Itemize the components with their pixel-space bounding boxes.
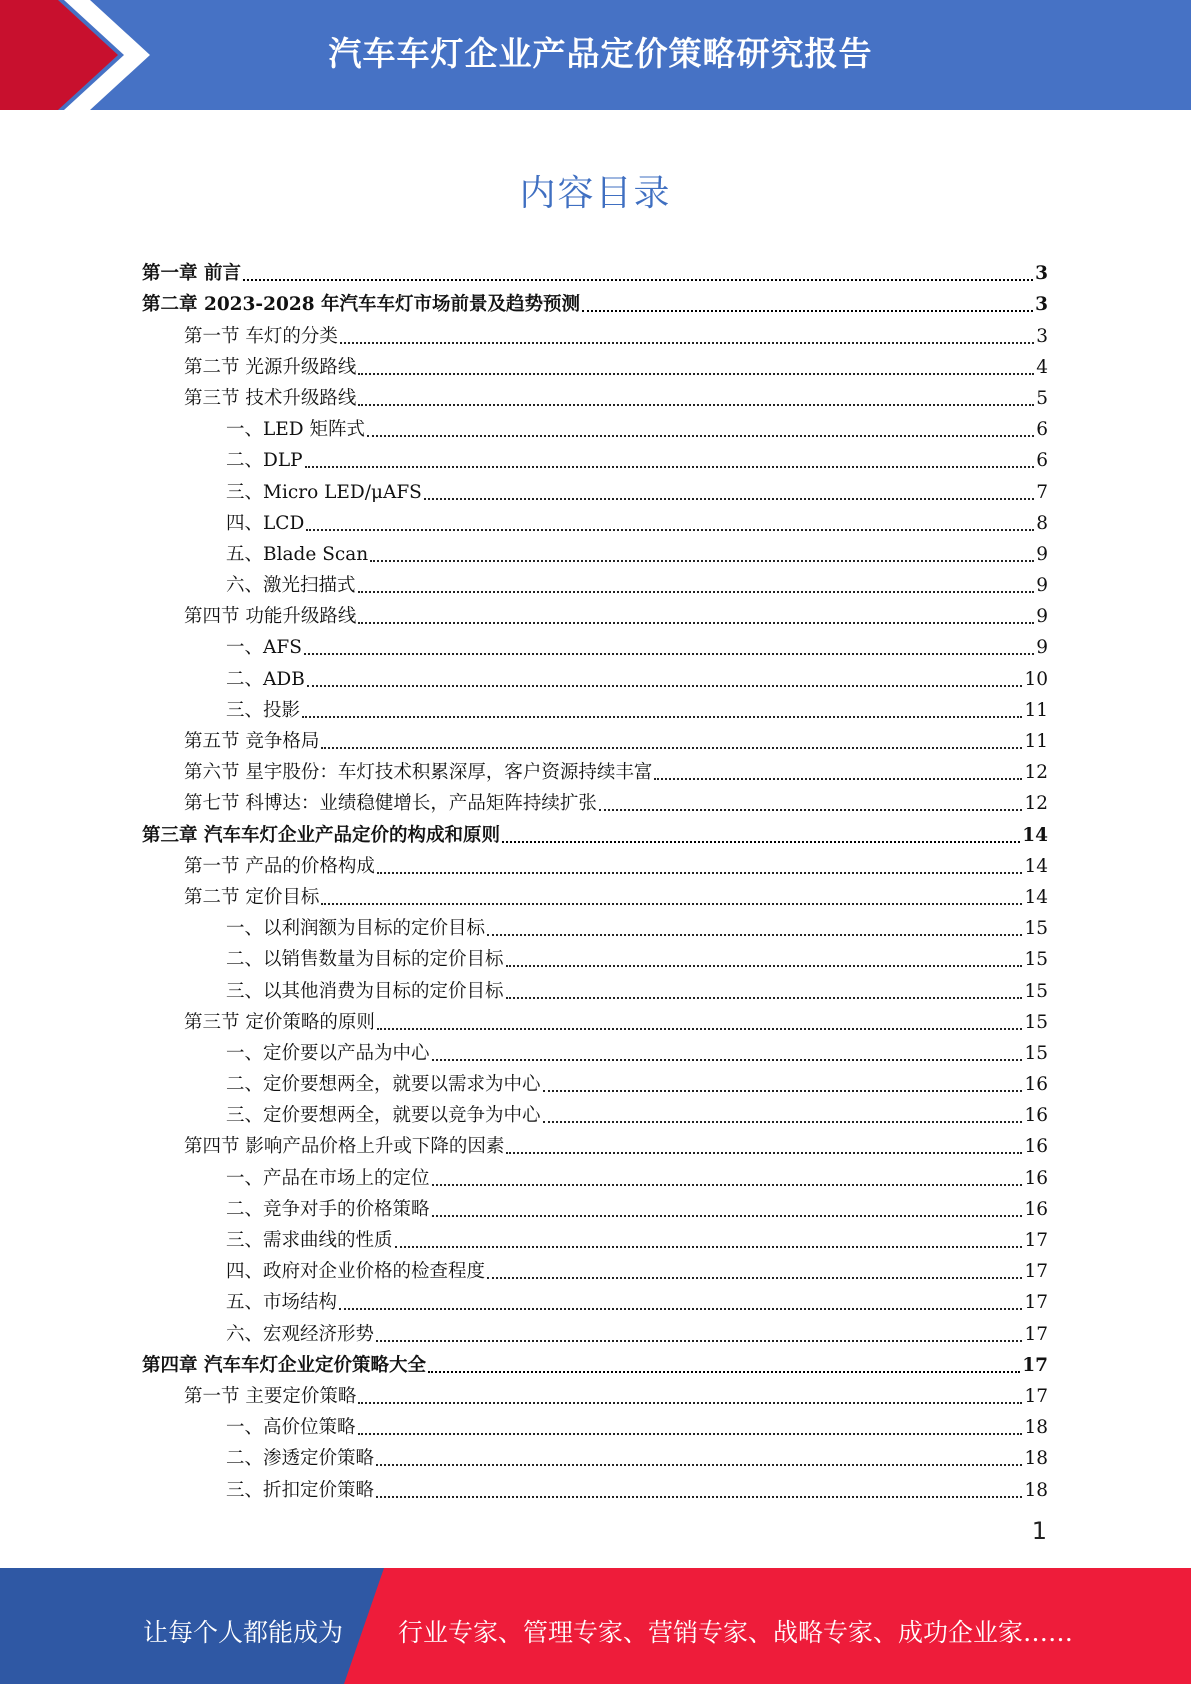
toc-entry[interactable] xyxy=(142,1158,1048,1189)
footer-slogan-right: 行业专家、管理专家、营销专家、战略专家、成功企业家…… xyxy=(398,1618,1074,1647)
toc-entry-page: 18 xyxy=(1024,1479,1048,1501)
toc-entry-label: 一、AFS xyxy=(226,637,302,659)
toc-entry[interactable] xyxy=(142,504,1048,535)
toc-entry-page: 15 xyxy=(1024,918,1048,940)
toc-entry-label: 一、LED 矩阵式 xyxy=(226,419,366,441)
toc-entry[interactable] xyxy=(142,971,1048,1002)
toc-entry-page: 6 xyxy=(1036,419,1048,441)
toc-entry-label: 第三节 定价策略的原则 xyxy=(184,1011,375,1033)
toc-entry[interactable] xyxy=(142,847,1048,878)
toc-dot-leader xyxy=(340,342,1034,344)
toc-entry-page: 15 xyxy=(1024,1011,1048,1033)
toc-entry[interactable] xyxy=(142,691,1048,722)
toc-entry[interactable] xyxy=(142,940,1048,971)
toc-entry-label: 第四章 汽车车灯企业定价策略大全 xyxy=(142,1354,426,1376)
toc-entry-page: 17 xyxy=(1024,1385,1048,1407)
toc-dot-leader xyxy=(321,747,1022,749)
toc-entry-label: 四、政府对企业价格的检查程度 xyxy=(226,1261,486,1283)
toc-entry[interactable] xyxy=(142,659,1048,690)
toc-dot-leader xyxy=(506,965,1023,967)
toc-entry-page: 15 xyxy=(1024,949,1048,971)
header-banner xyxy=(0,0,1191,110)
toc-entry-label: 四、LCD xyxy=(226,512,305,534)
toc-entry-label: 第四节 功能升级路线 xyxy=(184,606,357,628)
toc-entry-label: 一、高价位策略 xyxy=(226,1417,356,1439)
footer-banner xyxy=(0,1568,1191,1684)
toc-entry-label: 第二节 光源升级路线 xyxy=(184,356,357,378)
toc-entry-label: 六、宏观经济形势 xyxy=(226,1323,375,1345)
toc-dot-leader xyxy=(358,591,1035,593)
toc-dot-leader xyxy=(370,560,1034,562)
toc-dot-leader xyxy=(305,466,1035,468)
toc-entry-label: 第二节 定价目标 xyxy=(184,886,320,908)
toc-entry-page: 16 xyxy=(1024,1136,1048,1158)
toc-dot-leader xyxy=(358,1402,1022,1404)
toc-dot-leader xyxy=(358,404,1034,406)
toc-entry[interactable] xyxy=(142,784,1048,815)
toc-entry-page: 12 xyxy=(1024,793,1048,815)
toc-entry-page: 11 xyxy=(1024,731,1048,752)
toc-dot-leader xyxy=(506,1152,1022,1154)
toc-entry-label: 三、Micro LED/μAFS xyxy=(226,481,422,503)
toc-dot-leader xyxy=(424,498,1034,500)
toc-entry-page: 16 xyxy=(1024,1198,1048,1220)
toc-entry[interactable] xyxy=(142,441,1048,472)
toc-entry[interactable] xyxy=(142,909,1048,940)
toc-entry-page: 10 xyxy=(1024,668,1048,690)
toc-dot-leader xyxy=(243,279,1033,281)
toc-entry[interactable] xyxy=(142,1377,1048,1408)
toc-entry-label: 二、竞争对手的价格策略 xyxy=(226,1198,430,1220)
toc-entry-label: 六、激光扫描式 xyxy=(226,575,356,597)
toc-entry-page: 17 xyxy=(1024,1292,1048,1314)
toc-entry-label: 一、定价要以产品为中心 xyxy=(226,1042,430,1064)
toc-entry[interactable] xyxy=(142,878,1048,909)
toc-entry-label: 三、折扣定价策略 xyxy=(226,1479,375,1501)
toc-entry[interactable] xyxy=(142,1127,1048,1158)
toc-entry-page: 17 xyxy=(1022,1354,1048,1376)
toc-entry-page: 17 xyxy=(1024,1323,1048,1345)
toc-entry-page: 3 xyxy=(1035,294,1048,316)
toc-dot-leader xyxy=(377,872,1023,874)
toc-entry-page: 9 xyxy=(1036,575,1048,597)
toc-dot-leader xyxy=(432,1059,1023,1061)
toc-entry-label: 第七节 科博达：业绩稳健增长，产品矩阵持续扩张 xyxy=(184,793,597,815)
toc-entry[interactable] xyxy=(142,472,1048,503)
toc-entry-label: 第三节 技术升级路线 xyxy=(184,387,357,409)
toc-entry-page: 17 xyxy=(1024,1230,1048,1251)
toc-entry-page: 5 xyxy=(1036,387,1048,409)
toc-entry[interactable] xyxy=(142,1346,1048,1377)
toc-entry[interactable] xyxy=(142,1221,1048,1252)
toc-entry[interactable] xyxy=(142,566,1048,597)
toc-entry-page: 11 xyxy=(1024,699,1048,721)
toc-entry[interactable] xyxy=(142,1408,1048,1439)
toc-entry[interactable] xyxy=(142,1003,1048,1034)
toc-entry-page: 12 xyxy=(1024,762,1048,784)
toc-entry-label: 二、渗透定价策略 xyxy=(226,1448,375,1470)
toc-entry-label: 二、以销售数量为目标的定价目标 xyxy=(226,949,504,971)
toc-entry-page: 16 xyxy=(1024,1167,1048,1189)
toc-dot-leader xyxy=(358,1433,1023,1435)
toc-entry[interactable] xyxy=(142,410,1048,441)
toc-entry-label: 三、投影 xyxy=(226,699,301,721)
toc-entry[interactable] xyxy=(142,1096,1048,1127)
toc-entry[interactable] xyxy=(142,1314,1048,1345)
toc-entry-label: 第一节 主要定价策略 xyxy=(184,1385,357,1407)
toc-entry[interactable] xyxy=(142,1252,1048,1283)
toc-dot-leader xyxy=(432,1215,1023,1217)
toc-entry-label: 第一节 车灯的分类 xyxy=(184,325,338,347)
toc-entry-label: 五、Blade Scan xyxy=(226,543,369,565)
toc-dot-leader xyxy=(428,1371,1020,1373)
toc-dot-leader xyxy=(358,373,1034,375)
toc-dot-leader xyxy=(306,529,1034,531)
toc-entry-page: 7 xyxy=(1036,481,1048,503)
toc-dot-leader xyxy=(432,1184,1023,1186)
report-title: 汽车车灯企业产品定价策略研究报告 xyxy=(328,34,873,73)
toc-entry[interactable] xyxy=(142,1034,1048,1065)
page-number: 1 xyxy=(1031,1517,1047,1545)
toc-entry-page: 15 xyxy=(1024,980,1048,1002)
toc-entry-label: 第三章 汽车车灯企业产品定价的构成和原则 xyxy=(142,824,500,846)
toc-dot-leader xyxy=(599,809,1023,811)
toc-entry-page: 9 xyxy=(1036,606,1048,628)
table-of-contents xyxy=(142,254,1048,1502)
toc-entry[interactable] xyxy=(142,628,1048,659)
toc-entry-page: 3 xyxy=(1035,263,1048,285)
toc-entry-page: 8 xyxy=(1036,512,1048,534)
toc-entry-label: 第一节 产品的价格构成 xyxy=(184,855,375,877)
toc-entry-label: 五、市场结构 xyxy=(226,1292,338,1314)
toc-dot-leader xyxy=(487,1277,1022,1279)
toc-dot-leader xyxy=(654,778,1022,780)
toc-entry-page: 9 xyxy=(1036,543,1048,565)
toc-entry[interactable] xyxy=(142,535,1048,566)
toc-dot-leader xyxy=(487,934,1022,936)
toc-entry[interactable] xyxy=(142,597,1048,628)
toc-entry-page: 18 xyxy=(1024,1448,1048,1470)
toc-dot-leader xyxy=(367,435,1034,437)
toc-dot-leader xyxy=(543,1121,1023,1123)
toc-dot-leader xyxy=(339,1308,1022,1310)
toc-entry[interactable] xyxy=(142,815,1048,846)
toc-entry-label: 一、产品在市场上的定位 xyxy=(226,1167,430,1189)
toc-entry-label: 第二章 2023-2028 年汽车车灯市场前景及趋势预测 xyxy=(142,294,581,316)
toc-entry[interactable] xyxy=(142,1439,1048,1470)
toc-entry-page: 17 xyxy=(1024,1261,1048,1283)
toc-entry[interactable] xyxy=(142,1470,1048,1501)
toc-entry-label: 二、定价要想两全，就要以需求为中心 xyxy=(226,1074,541,1096)
toc-entry-label: 第六节 星宇股份：车灯技术积累深厚，客户资源持续丰富 xyxy=(184,762,653,784)
toc-entry-label: 第五节 竞争格局 xyxy=(184,731,320,752)
toc-entry-page: 14 xyxy=(1024,886,1048,908)
toc-entry-label: 二、DLP xyxy=(226,450,303,472)
toc-heading: 内容目录 xyxy=(519,173,672,214)
toc-dot-leader xyxy=(376,1496,1022,1498)
toc-dot-leader xyxy=(304,653,1034,655)
toc-dot-leader xyxy=(395,1246,1023,1248)
toc-dot-leader xyxy=(506,997,1023,999)
toc-entry[interactable] xyxy=(142,285,1048,316)
toc-entry-label: 三、定价要想两全，就要以竞争为中心 xyxy=(226,1105,541,1127)
toc-entry-page: 9 xyxy=(1036,637,1048,659)
toc-dot-leader xyxy=(502,841,1020,843)
toc-dot-leader xyxy=(307,685,1023,687)
toc-entry-page: 16 xyxy=(1024,1074,1048,1096)
toc-dot-leader xyxy=(358,622,1034,624)
toc-entry[interactable] xyxy=(142,1283,1048,1314)
toc-entry[interactable] xyxy=(142,1190,1048,1221)
footer-slogan-left: 让每个人都能成为 xyxy=(143,1618,344,1647)
toc-entry-label: 第四节 影响产品价格上升或下降的因素 xyxy=(184,1136,505,1158)
toc-dot-leader xyxy=(302,716,1022,718)
toc-dot-leader xyxy=(376,1340,1022,1342)
toc-entry[interactable] xyxy=(142,348,1048,379)
toc-entry-label: 三、以其他消费为目标的定价目标 xyxy=(226,980,504,1002)
toc-entry-label: 三、需求曲线的性质 xyxy=(226,1230,393,1251)
toc-entry-page: 16 xyxy=(1024,1105,1048,1127)
toc-entry-page: 4 xyxy=(1036,356,1048,378)
toc-dot-leader xyxy=(321,903,1022,905)
toc-entry[interactable] xyxy=(142,254,1048,285)
toc-dot-leader xyxy=(377,1028,1023,1030)
toc-entry[interactable] xyxy=(142,753,1048,784)
toc-entry-page: 15 xyxy=(1024,1042,1048,1064)
toc-entry[interactable] xyxy=(142,1065,1048,1096)
toc-entry-page: 6 xyxy=(1036,450,1048,472)
toc-entry-label: 第一章 前言 xyxy=(142,263,241,285)
toc-dot-leader xyxy=(376,1464,1022,1466)
toc-entry[interactable] xyxy=(142,316,1048,347)
toc-entry-page: 18 xyxy=(1024,1417,1048,1439)
toc-dot-leader xyxy=(582,310,1033,312)
toc-entry-page: 14 xyxy=(1024,855,1048,877)
toc-entry-label: 二、ADB xyxy=(226,668,305,690)
toc-dot-leader xyxy=(543,1090,1023,1092)
toc-entry[interactable] xyxy=(142,722,1048,753)
toc-entry-label: 一、以利润额为目标的定价目标 xyxy=(226,918,486,940)
toc-entry[interactable] xyxy=(142,379,1048,410)
toc-entry-page: 14 xyxy=(1022,824,1048,846)
toc-entry-page: 3 xyxy=(1036,325,1048,347)
